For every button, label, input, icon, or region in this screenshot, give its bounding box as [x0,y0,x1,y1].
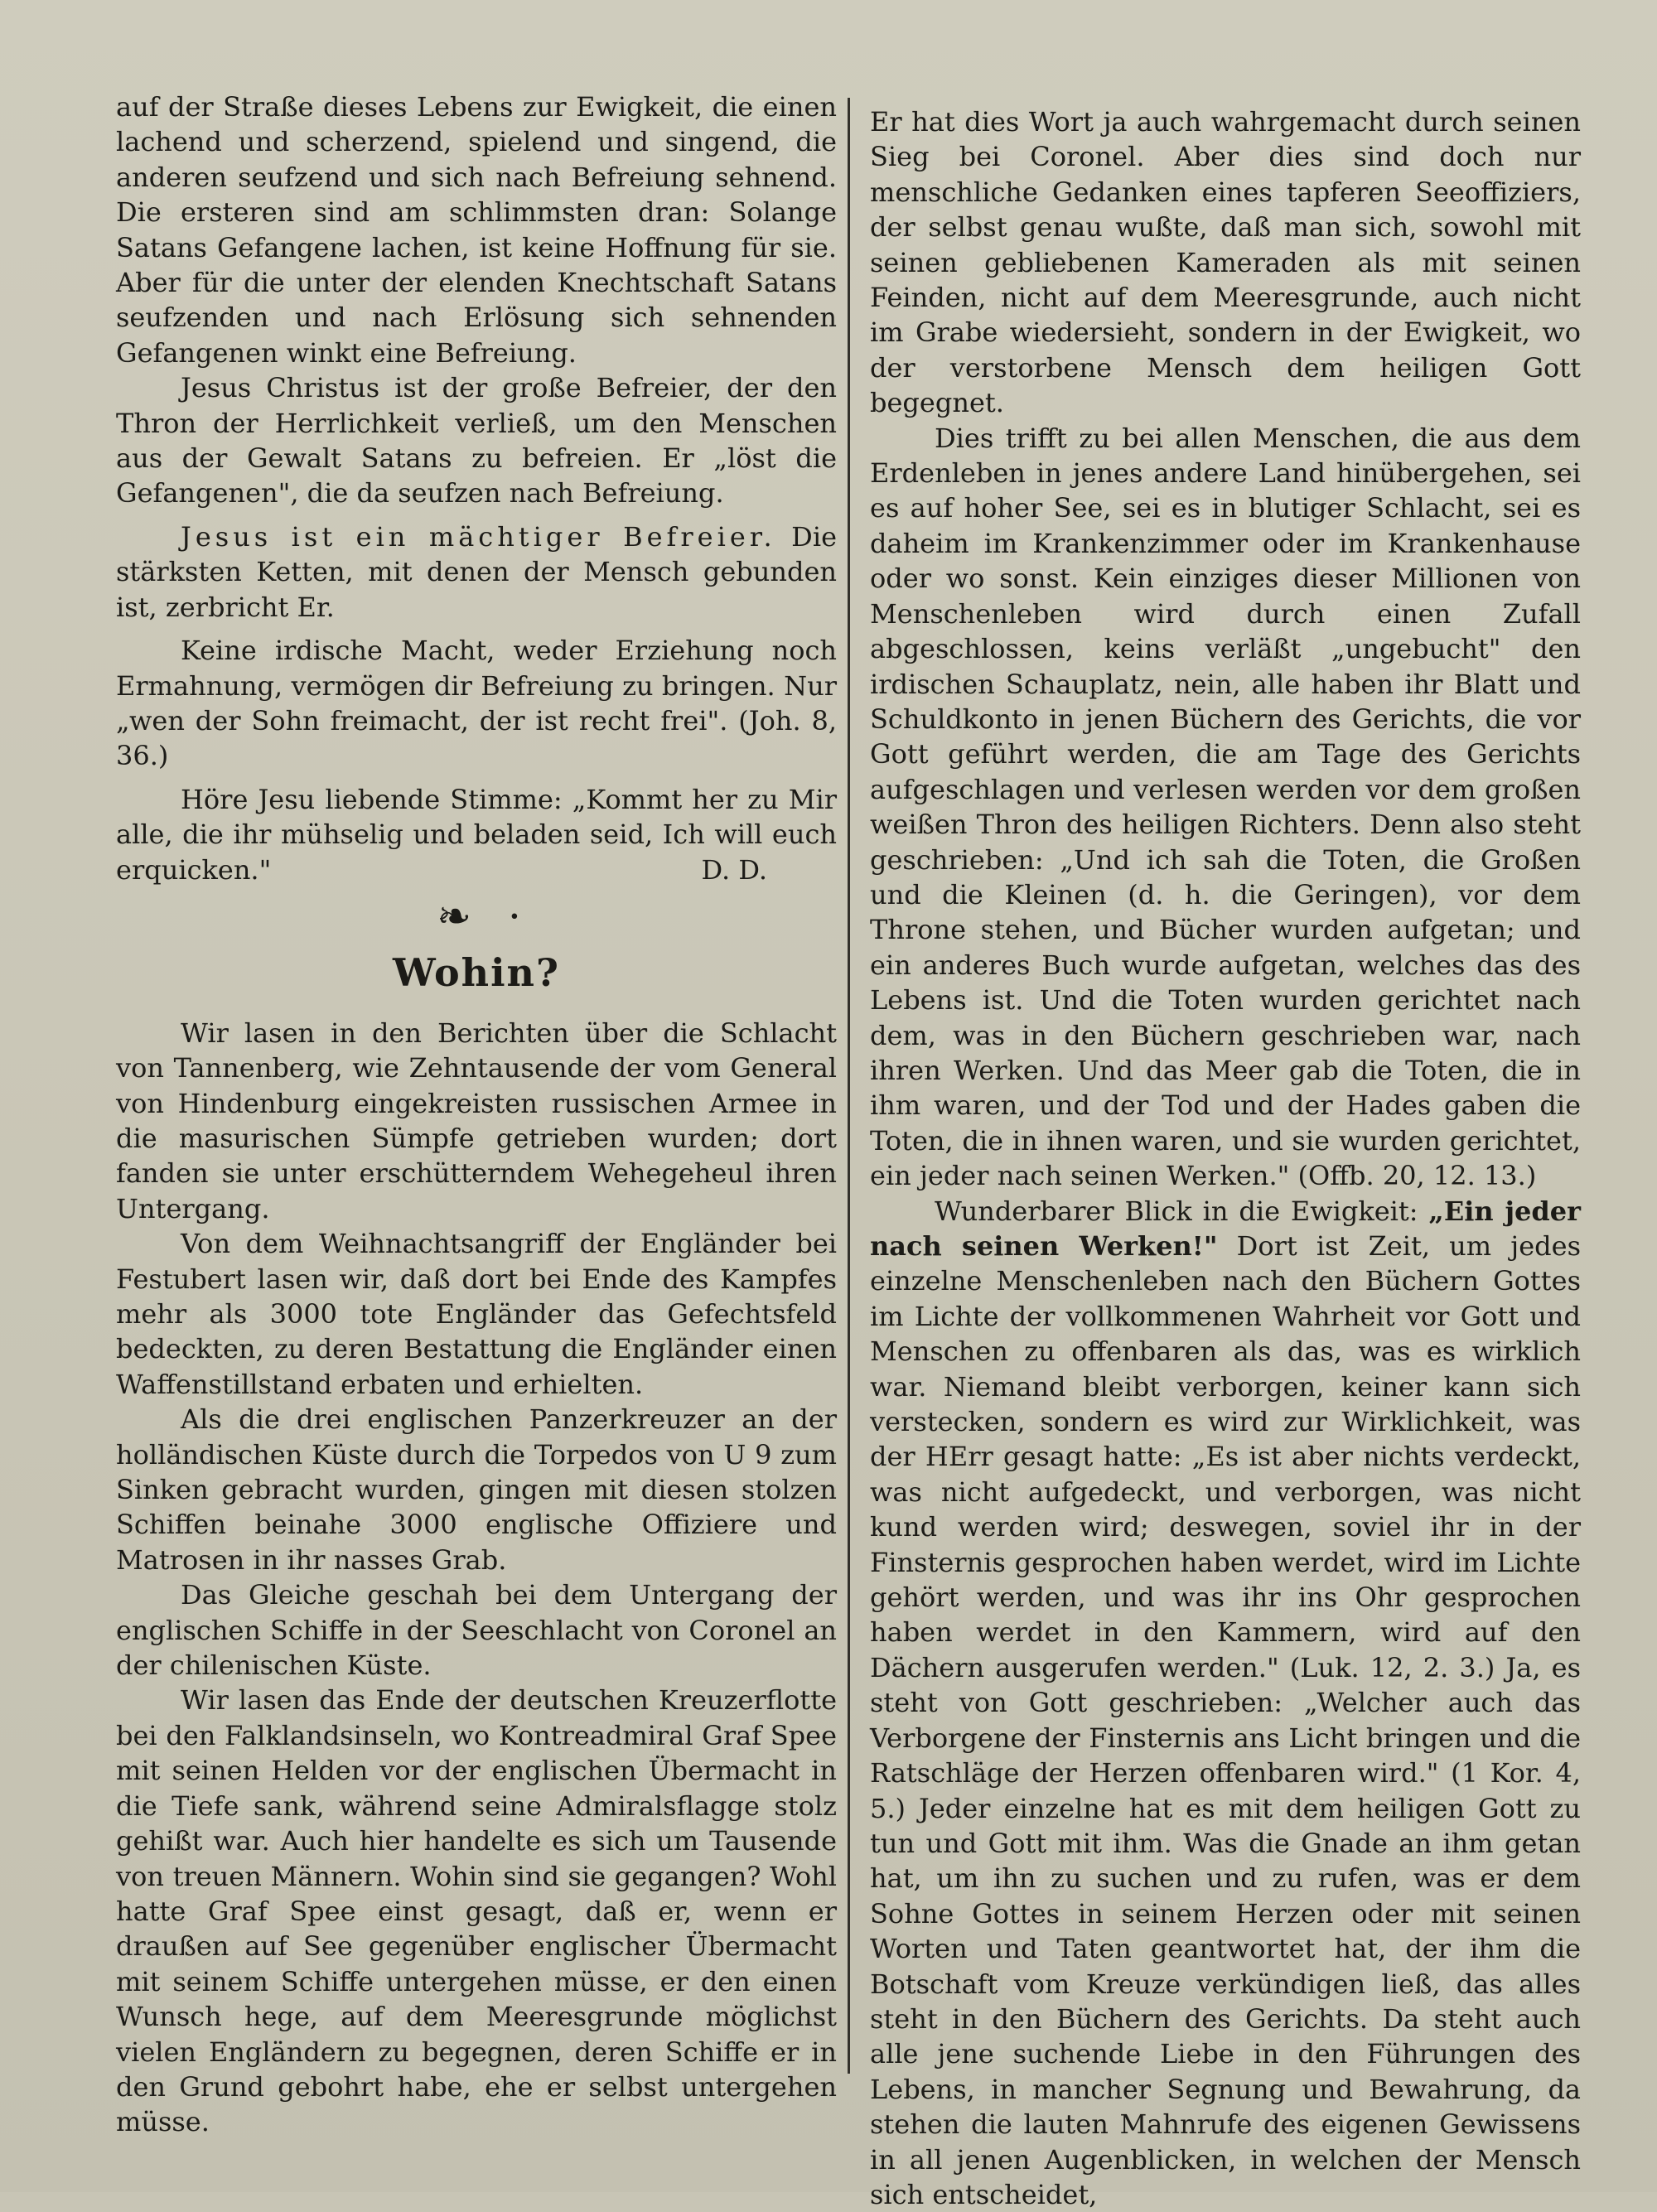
paragraph-text: Wunderbarer Blick in die Ewigkeit: [935,1195,1429,1227]
paragraph: Jesus Christus ist der große Befreier, der den Thron der Herrlichkeit verließ, um den Menschen aus der Gewalt Satans zu befreien. Er „löst die Gefangenen", die da seufzen nach Befreiung. [116,372,837,510]
paragraph: Von dem Weihnachtsangriff der Engländer bei Festubert lasen wir, daß dort bei Ende des Kampfes mehr als 3000 tote Engländer das Gefechtsfeld bedeckten, zu deren Bestattung die Engländer einen Waffenstillstand erbaten und erhielten. [116,1228,837,1400]
spaced-emphasis: Jesus ist ein mächtiger Befreier. [181,520,776,553]
paragraph-text: Die stärksten Ketten, mit denen der Mensch gebunden ist, zerbricht Er. [116,520,838,623]
paragraph [870,1194,1581,2212]
paragraph: Höre Jesu liebende Stimme: „Kommt her zu Mir alle, die ihr mühselig und beladen seid, Ich will euch erquicken." [116,783,837,886]
paragraph: Keine irdische Macht, weder Erziehung noch Ermahnung, vermögen dir Befreiung zu bringen. Nur „wen der Sohn freimacht, der ist recht frei". (Joh. 8, 36.) [116,635,837,772]
paragraph [116,519,837,625]
bold-quote: „Ein jeder nach seinen Werken!" [870,1195,1582,1262]
paragraph: Er hat dies Wort ja auch wahrgemacht durch seinen Sieg bei Coronel. Aber dies sind doch nur menschliche Gedanken eines tapferen Seeoffiziers, der selbst genau wußte, daß man sich, sowohl mit seinen gebliebenen Kameraden als mit seinen Feinden, nicht auf dem Meeresgrunde, auch nicht im Grabe wiedersieht, sondern in der Ewigkeit, wo der verstorbene Mensch dem heiligen Gott begegnet. [870,106,1581,419]
paragraph: Das Gleiche geschah bei dem Untergang der englischen Schiffe in der Seeschlacht von Coronel an der chilenischen Küste. [116,1579,837,1682]
paragraph: Dies trifft zu bei allen Menschen, die aus dem Erdenleben in jenes andere Land hinübergehen, sei es auf hoher See, sei es in blutiger Schlacht, sei es daheim im Krankenzimmer oder im Krankenhause oder wo sonst. Kein einziges dieser Millionen von Menschenleben wird durch einen Zufall abgeschlossen, keins verläßt „ungebucht" den irdischen Schauplatz, nein, alle haben ihr Blatt und Schuldkonto in jenen Büchern des Gerichts, die vor Gott geführt werden, die am Tage des Gerichts aufgeschlagen und verlesen werden vor dem großen weißen Thron des heiligen Richters. Denn also steht geschrieben: „Und ich sah die Toten, die Großen und die Kleinen (d. h. die Geringen), vor dem Throne stehen, und Bücher wurden aufgetan; und ein anderes Buch wurde aufgetan, welches das des Lebens ist. Und die Toten wurden gerichtet nach dem, was in den Büchern geschrieben war, nach ihren Werken. Und das Meer gab die Toten, die in ihm waren, und der Tod und der Hades gaben die Toten, die in ihnen waren, und sie wurden gerichtet, ein jeder nach seinen Werken." (Offb. 20, 12. 13.) [870,422,1581,1192]
paragraph-text: Dort ist Zeit, um jedes einzelne Menschenleben nach den Büchern Gottes im Lichte der vollkommenen Wahrheit vor Gott und Menschen zu offenbaren als das, was es wirklich war. Niemand bleibt verborgen, keiner kann sich verstecken, sondern es wird zur Wirklichkeit, was der HErr gesagt hatte: „Es ist aber nichts verdeckt, was nicht aufgedeckt, und verborgen, was nicht kund werden wird; deswegen, soviel ihr in der Finsternis gesprochen haben werdet, wird im Lichte gehört werden, und was ihr ins Ohr gesprochen haben werdet in den Kammern, wird auf den Dächern ausgerufen werden." (Luk. 12, 2. 3.) Ja, es steht von Gott geschrieben: „Welcher auch das Verborgene der Finsternis ans Licht bringen und die Ratschläge der Herzen offenbaren wird." (1 Kor. 4, 5.) Jeder einzelne hat es mit dem heiligen Gott zu tun und Gott mit ihm. Was die Gnade an ihm getan hat, um ihn zu suchen und zu rufen, was er dem Sohne Gottes in seinem Herzen oder mit seinen Worten und Taten geantwortet hat, der ihm die Botschaft vom Kreuze verkündigen ließ, das alles steht in den Büchern des Gerichts. Da steht auch alle jene suchende Liebe in den Führungen des Lebens, in mancher Segnung und Bewahrung, da stehen die lauten Mahnrufe des eigenen Gewissens in all jenen Augenblicken, in welchen der Mensch sich entscheidet, [870,1230,1582,2210]
article-heading: Wohin? [393,950,560,996]
paragraph: Wir lasen in den Berichten über die Schlacht von Tannenberg, wie Zehntausende der vom General von Hindenburg eingekreisten russischen Armee in die masurischen Sümpfe getrieben wurden; dort fanden sie unter erschütterndem Wehegeheul ihren Untergang. [116,1017,837,1224]
paragraph: Als die drei englischen Panzerkreuzer an der holländischen Küste durch die Torpedos von U 9 zum Sinken gebracht wurden, gingen mit diesen stolzen Schiffen beinahe 3000 englische Offiziere und Matrosen in ihr nasses Grab. [116,1403,837,1576]
ornament-divider: ❧ · [437,891,533,940]
paragraph: auf der Straße dieses Lebens zur Ewigkeit, die einen lachend und scherzend, spielend und singend, die anderen seufzend und sich nach Befreiung sehnend. Die ersteren sind am schlimmsten dran: Solange Satans Gefangene lachen, ist keine Hoffnung für sie. Aber für die unter der elenden Knechtschaft Satans seufzenden und nach Erlösung sich sehnenden Gefangenen winkt eine Befreiung. [116,91,837,369]
paragraph: Wir lasen das Ende der deutschen Kreuzerflotte bei den Falklandsinseln, wo Kontreadmiral Graf Spee mit seinen Helden vor der englischen Übermacht in die Tiefe sank, während seine Admiralsflagge stolz gehißt war. Auch hier handelte es sich um Tausende von treuen Männern. Wohin sind sie gegangen? Wohl hatte Graf Spee einst gesagt, daß er, wenn er draußen auf See gegenüber englischer Übermacht mit seinem Schiffe untergehen müsse, er den einen Wunsch hege, auf dem Meeresgrunde möglichst vielen Engländern zu begegnen, deren Schiffe er in den Grund gebohrt habe, ehe er selbst untergehen müsse. [116,1684,837,2138]
left-column [116,89,837,2140]
column-divider [848,98,850,2074]
right-column [870,104,1581,2212]
author-signature: D. D. [701,853,767,886]
